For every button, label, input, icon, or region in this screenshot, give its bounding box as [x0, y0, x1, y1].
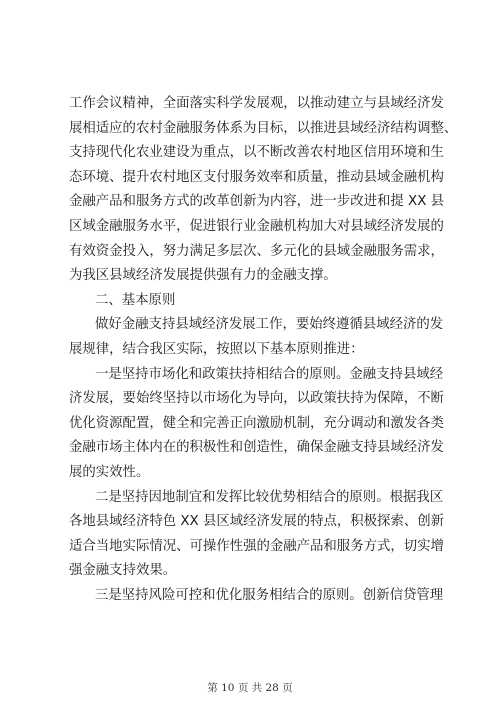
- text-line: 各地县域经济特色 XX 县区域经济发展的特点，积极探索、创新: [69, 514, 445, 530]
- text-line: 态环境、提升农村地区支付服务效率和质量，推动县域金融机构: [69, 169, 444, 185]
- document-body: [69, 92, 458, 608]
- text-line: 强金融支持效果。: [69, 563, 177, 579]
- text-line: 优化资源配置，健全和完善正向激励机制，充分调动和激发各类: [69, 415, 444, 431]
- text-line: 有效资金投入，努力满足多层次、多元化的县域金融服务需求，: [69, 243, 444, 259]
- text-line: 为我区县域经济发展提供强有力的金融支撑。: [69, 268, 337, 284]
- text-line: 做好金融支持县域经济发展工作，要始终遵循县域经济的发: [95, 317, 444, 333]
- page-footer: 第 10 页 共 28 页: [207, 682, 293, 694]
- text-line: 展相适应的农村金融服务体系为目标，以推进县域经济结构调整、: [69, 120, 458, 136]
- text-line: 济发展，要始终坚持以市场化为导向，以政策扶持为保障，不断: [69, 391, 444, 407]
- text-line: 适合当地实际情况、可操作性强的金融产品和服务方式，切实增: [69, 538, 444, 554]
- text-line: 二是坚持因地制宜和发挥比较优势相结合的原则。根据我区: [95, 489, 444, 505]
- text-line: 三是坚持风险可控和优化服务相结合的原则。创新信贷管理: [95, 587, 444, 603]
- text-line: 支持现代化农业建设为重点，以不断改善农村地区信用环境和生: [69, 145, 444, 161]
- text-line: 工作会议精神，全面落实科学发展观，以推动建立与县域经济发: [69, 96, 444, 111]
- text-line: 金融产品和服务方式的改革创新为内容，进一步改进和提 XX 县: [69, 194, 445, 210]
- text-line: 二、基本原则: [95, 292, 176, 308]
- text-line: 展规律，结合我区实际，按照以下基本原则推进：: [69, 341, 364, 357]
- text-line: 一是坚持市场化和政策扶持相结合的原则。金融支持县域经: [95, 366, 444, 382]
- text-line: 金融市场主体内在的积极性和创造性，确保金融支持县域经济发: [69, 440, 444, 456]
- text-line: 展的实效性。: [69, 464, 150, 480]
- text-line: 区域金融服务水平，促进银行业金融机构加大对县域经济发展的: [69, 218, 444, 234]
